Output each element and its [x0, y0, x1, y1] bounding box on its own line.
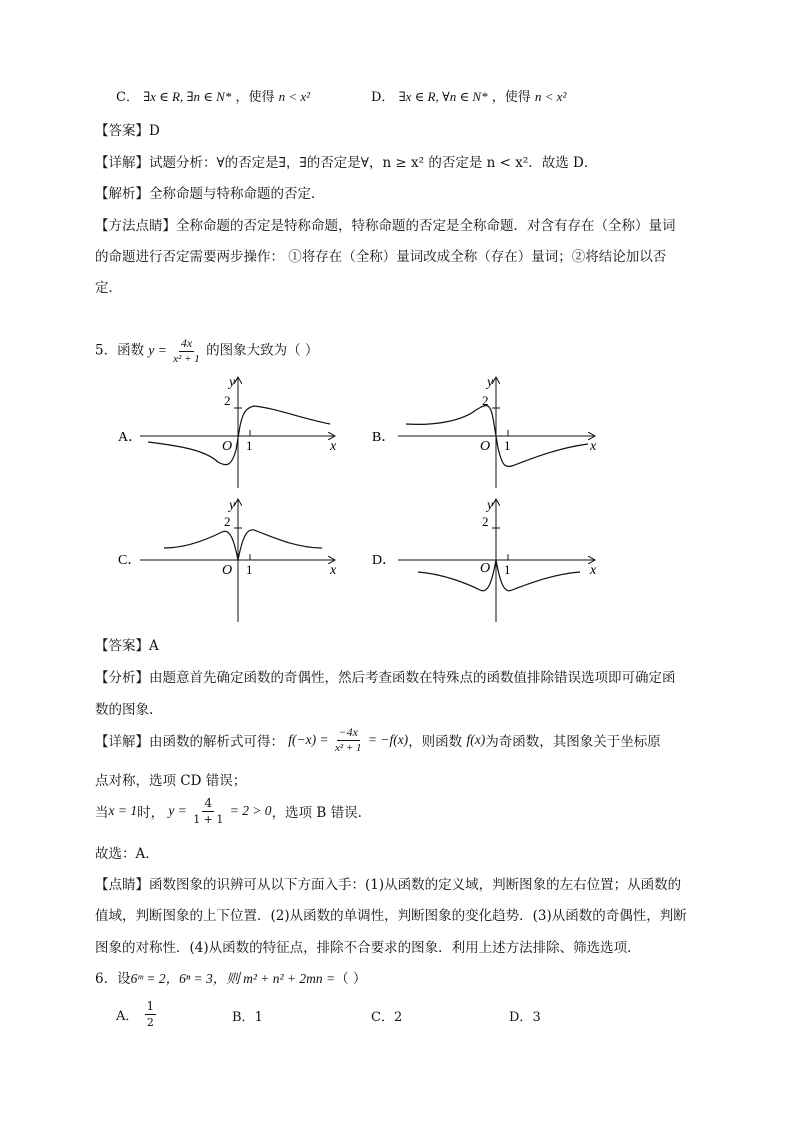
q6-option-d [509, 1006, 541, 1025]
q5-key-line3: 图象的对称性．(4)从函数的特征点，排除不合要求的图象．利用上述方法排除、筛选选项． [95, 940, 641, 956]
graph-d-y-label: y [487, 498, 494, 513]
q5-choose: 故选：A. [95, 846, 150, 862]
q4-analysis [95, 182, 325, 202]
q6-option-a-num: 1 [146, 999, 155, 1013]
q5-stem-y: y = [148, 342, 167, 358]
q5-stem-fraction [173, 337, 200, 365]
q6-option-a-den: 2 [146, 1016, 154, 1029]
q4-method-line3: 定． [95, 280, 122, 296]
graph-c [118, 498, 337, 622]
q4-option-c [116, 86, 310, 105]
graph-b-origin: O [480, 439, 491, 454]
answer-tag: 【答案】 [95, 123, 149, 139]
q4-method-line2: 的命题进行否定需要两步操作： ①将存在（全称）量词改成全称（存在）量词；②将结论加以否 [95, 249, 667, 265]
q5-analysis-line1 [95, 666, 676, 686]
q5-answer [95, 634, 159, 654]
q4-option-c-math: ∃x ∈ R, ∃n ∈ N* [143, 89, 232, 104]
q6-stem-suffix: （ ） [335, 971, 367, 987]
q6-option-b [232, 1006, 263, 1025]
detail-lhs: f(−x) = [288, 732, 329, 747]
q5-stem-suffix: 的图象大致为（ ） [206, 342, 319, 359]
graph-c-curve [164, 530, 322, 560]
method-tag: 【方法点睛】 [95, 218, 176, 234]
analysis-text: 全称命题与特称命题的否定． [149, 186, 325, 202]
graph-a-curve [148, 406, 330, 465]
detail-fraction [335, 726, 362, 754]
answer-tag: 【答案】 [95, 638, 149, 654]
q6-option-c [371, 1006, 402, 1025]
graph-c-y-label: y [229, 498, 236, 513]
q5-key-line2: 值域，判断图象的上下位置．(2)从函数的单调性，判断图象的变化趋势．(3)从函数的奇偶性，判断 [95, 908, 687, 924]
when-y: y = [168, 803, 187, 818]
detail-mid: ，则函数 [408, 734, 463, 750]
q5-stem-num: 4x [180, 336, 193, 350]
graph-b [372, 375, 597, 488]
when-prefix: 当 [95, 805, 109, 821]
q4-option-c-cond: n < x² [278, 89, 311, 104]
graph-c-x-label: x [330, 563, 337, 578]
q5-key-line1 [95, 873, 681, 893]
q4-option-d [371, 86, 566, 105]
q6-option-a [116, 1000, 158, 1028]
analysis-tag: 【解析】 [95, 186, 149, 202]
q5-detail-line2: 点对称，选项 CD 错误； [95, 773, 247, 789]
graph-b-y-label: y [487, 375, 494, 390]
detail-rhs: = −f(x) [367, 732, 409, 747]
when-x: x = 1 [108, 803, 138, 818]
when-den: 1 + 1 [193, 813, 224, 826]
graph-c-tick-one-label: 1 [246, 562, 253, 577]
graph-d-tick-one-label: 1 [504, 562, 511, 577]
graph-a-tick-two-label: 2 [224, 393, 231, 408]
q4-option-d-suffix: ，使得 [491, 90, 531, 105]
q6-option-d-value: 3 [532, 1010, 541, 1025]
q6-option-a-fraction [145, 1000, 157, 1028]
q6-option-b-label: B． [232, 1010, 255, 1025]
q4-option-c-suffix: ，使得 [235, 90, 275, 105]
when-rhs: = 2 > 0 [229, 803, 272, 818]
q5-stem [95, 337, 318, 365]
q5-analysis-line2: 数的图象. [95, 702, 154, 718]
q6-option-c-label: C． [371, 1010, 394, 1025]
graph-d-x-label: x [590, 563, 597, 578]
graph-a-origin: O [222, 439, 233, 454]
q4-option-d-cond: n < x² [534, 89, 567, 104]
key-text-1: 函数图象的识辨可从以下方面入手：(1)从函数的定义域，判断图象的左右位置；从函数的 [149, 877, 682, 893]
key-tag: 【点睛】 [95, 877, 149, 893]
detail-suffix: 为奇函数，其图象关于坐标原 [485, 734, 661, 750]
graph-c-origin: O [222, 563, 233, 578]
q4-option-c-label: C． [116, 90, 139, 105]
q6-option-b-value: 1 [254, 1010, 263, 1025]
graph-b-tick-two-label: 2 [482, 393, 489, 408]
graph-a [118, 375, 337, 488]
q5-detail-line1 [95, 726, 661, 754]
when-mid: 时， [137, 805, 165, 821]
detail-tag: 【详解】 [95, 734, 149, 750]
graph-a-tick-one-label: 1 [246, 438, 253, 453]
graph-c-tick-two-label: 2 [224, 514, 231, 529]
graph-a-label: A． [118, 430, 143, 445]
q4-option-d-math: ∃x ∈ R, ∀n ∈ N* [398, 89, 488, 104]
detail-num: −4x [338, 725, 358, 739]
q5-graphs [110, 368, 610, 628]
answer-value: D [149, 123, 160, 139]
graph-b-x-label: x [590, 439, 597, 454]
detail-text: 试题分析：∀的否定是∃，∃的否定是∀，n ≥ x² 的否定是 n < x²．故选 D． [149, 155, 598, 171]
graph-c-label: C． [118, 553, 142, 568]
q4-detail [95, 151, 597, 171]
analysis-text-1: 由题意首先确定函数的奇偶性，然后考查函数在特殊点的函数值排除错误选项即可确定函 [149, 670, 676, 686]
q6-stem-prefix: 6．设 [95, 971, 131, 987]
q6-option-a-label: A． [116, 1008, 139, 1024]
q5-stem-prefix: 5．函数 [95, 342, 145, 359]
when-suffix: ，选项 B 错误. [271, 805, 362, 821]
graph-d-label: D． [372, 553, 397, 568]
graph-a-x-label: x [330, 439, 337, 454]
detail-fx: f(x) [466, 732, 486, 747]
analysis-tag: 【分析】 [95, 670, 149, 686]
q6-stem [95, 967, 366, 987]
detail-tag: 【详解】 [95, 155, 149, 171]
q4-answer [95, 119, 160, 139]
q4-option-d-label: D． [371, 90, 395, 105]
q5-stem-den: x² + 1 [173, 353, 200, 365]
graph-a-y-label: y [229, 375, 236, 390]
q6-option-d-label: D． [509, 1010, 533, 1025]
graph-b-label: B． [372, 430, 396, 445]
when-fraction [193, 797, 223, 825]
answer-value: A [149, 638, 159, 654]
method-text-1: 全称命题的否定是特称命题，特称命题的否定是全称命题．对含有存在（全称）量词 [176, 218, 676, 234]
q6-option-c-value: 2 [393, 1010, 403, 1025]
graph-d-curve [418, 560, 580, 591]
graph-d-origin: O [480, 561, 491, 576]
q4-method-line1 [95, 214, 676, 234]
when-num: 4 [204, 796, 213, 810]
graph-b-tick-one-label: 1 [504, 438, 511, 453]
q5-when-line [95, 797, 362, 825]
graph-d [372, 498, 597, 622]
q6-stem-math: 6ᵐ = 2，6ⁿ = 3，则 m² + n² + 2mn = [130, 971, 336, 986]
detail-prefix: 由函数的解析式可得： [149, 734, 284, 750]
detail-den: x² + 1 [334, 742, 362, 754]
graph-d-tick-two-label: 2 [482, 514, 489, 529]
